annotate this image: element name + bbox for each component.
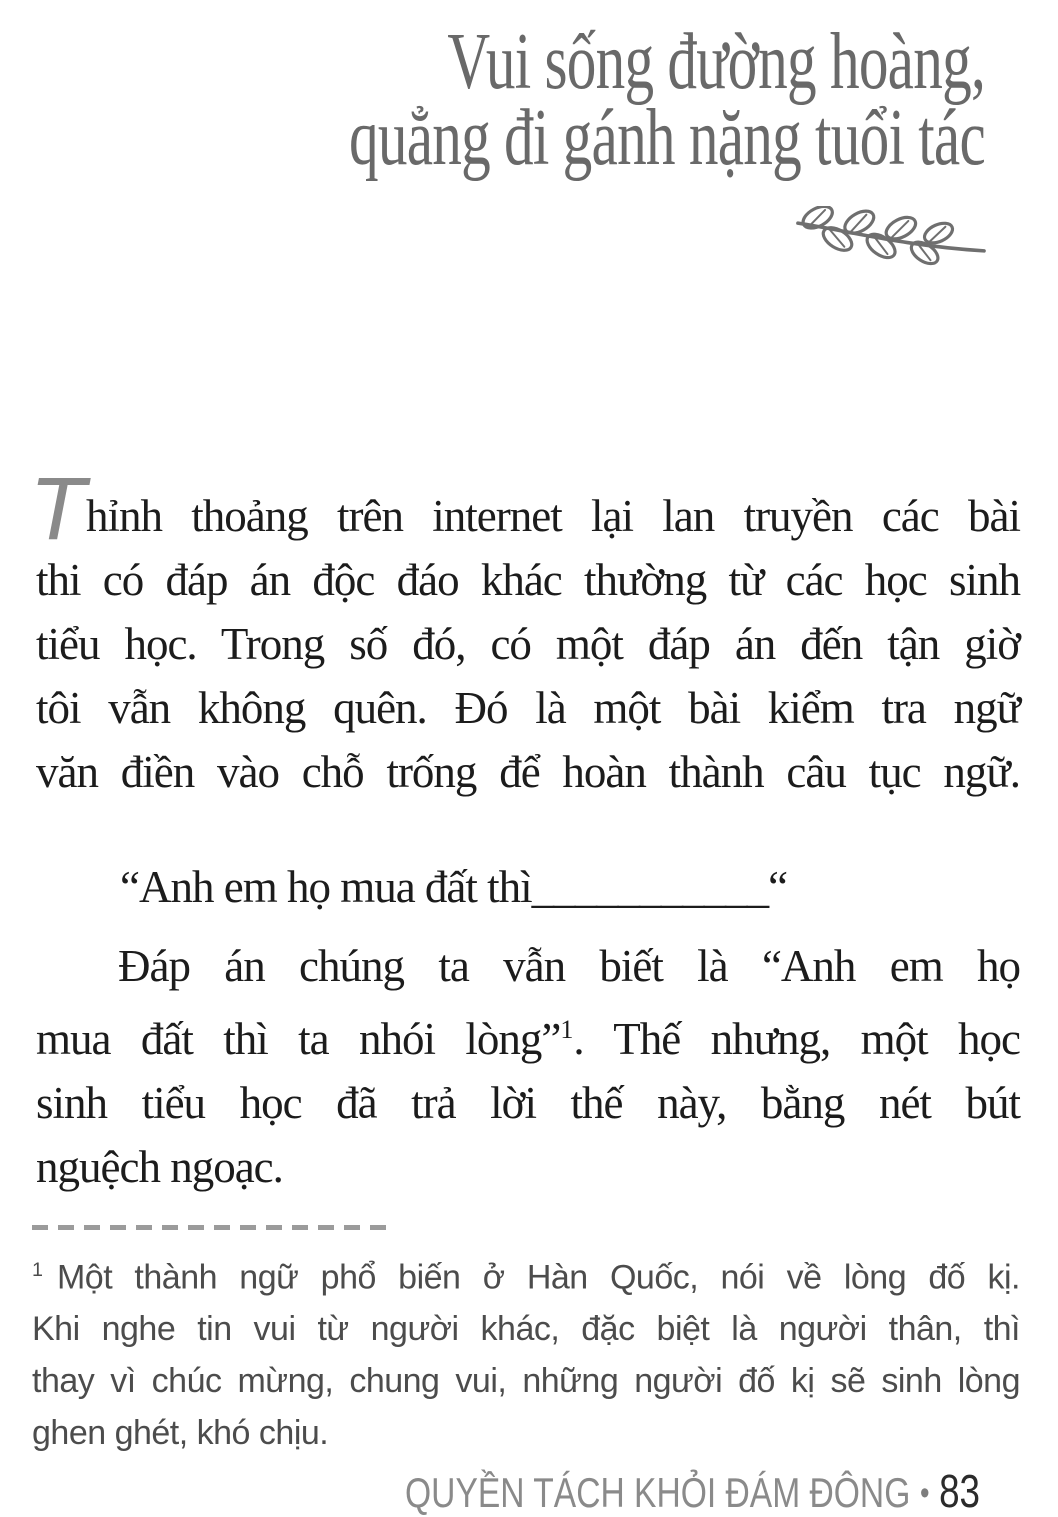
footnote-separator <box>32 1225 388 1230</box>
paragraph-1 <box>34 461 1020 804</box>
footnote-line <box>32 1244 1020 1303</box>
footnote-line: ghen ghét, khó chịu. <box>32 1414 329 1453</box>
body-line-text: . Thế nhưng, một học <box>573 1014 1020 1064</box>
body-line: Đáp án chúng ta vẫn biết là “Anh em họ <box>118 941 1020 991</box>
footnote <box>32 1244 1020 1459</box>
blank-line: ___________ <box>531 862 769 912</box>
drop-cap: T <box>34 461 86 559</box>
branch-ornament-icon <box>790 206 988 272</box>
footnote-line: thay vì chúc mừng, chung vui, những người đố kị sẽ sinh lòng <box>32 1362 1020 1401</box>
body-line: tiểu học. Trong số đó, có một đáp án đến tận giờ <box>36 619 1020 669</box>
chapter-title-line-2: quẳng đi gánh nặng tuổi tác <box>349 94 986 182</box>
ornament-row <box>0 206 988 272</box>
footer-bullet-icon: • <box>919 1474 930 1513</box>
footnote-reference: 1 <box>560 1015 574 1044</box>
body-line: sinh tiểu học đã trả lời thế này, bằng nét bút <box>36 1078 1020 1128</box>
quote-text: “Anh em họ mua đất thì <box>120 862 532 912</box>
footnote-text: Một thành ngữ phổ biến ở Hàn Quốc, nói về lòng đố kị. <box>56 1258 1020 1297</box>
quote-close-mark: “ <box>768 862 788 912</box>
body-line <box>34 461 1020 559</box>
running-book-title: QUYỀN TÁCH KHỎI ĐÁM ĐÔNG <box>405 1469 911 1517</box>
chapter-title-line-1: Vui sống đường hoàng, <box>447 18 985 106</box>
footnote-line: Khi nghe tin vui từ người khác, đặc biệt là người thân, thì <box>32 1310 1020 1349</box>
body-line: nguệch ngoạc. <box>36 1142 283 1192</box>
body-line <box>36 998 1020 1071</box>
page-number: 83 <box>939 1465 980 1517</box>
chapter-title <box>256 0 986 182</box>
body-line: tôi vẫn không quên. Đó là một bài kiểm tra ngữ <box>36 683 1020 733</box>
body-line: thi có đáp án độc đáo khác thường từ các học sinh <box>36 555 1020 605</box>
body-line-text: mua đất thì ta nhói lòng” <box>36 1014 561 1064</box>
body-line: văn điền vào chỗ trống để hoàn thành câu tục ngữ. <box>36 747 1020 797</box>
footnote-marker: 1 <box>32 1259 43 1281</box>
page-footer <box>196 1467 980 1517</box>
body-line-text: hỉnh thoảng trên internet lại lan truyền các bài <box>86 491 1020 541</box>
paragraph-2 <box>36 934 1020 1199</box>
body-content <box>34 461 1020 1199</box>
fill-blank-quote <box>36 854 1020 920</box>
